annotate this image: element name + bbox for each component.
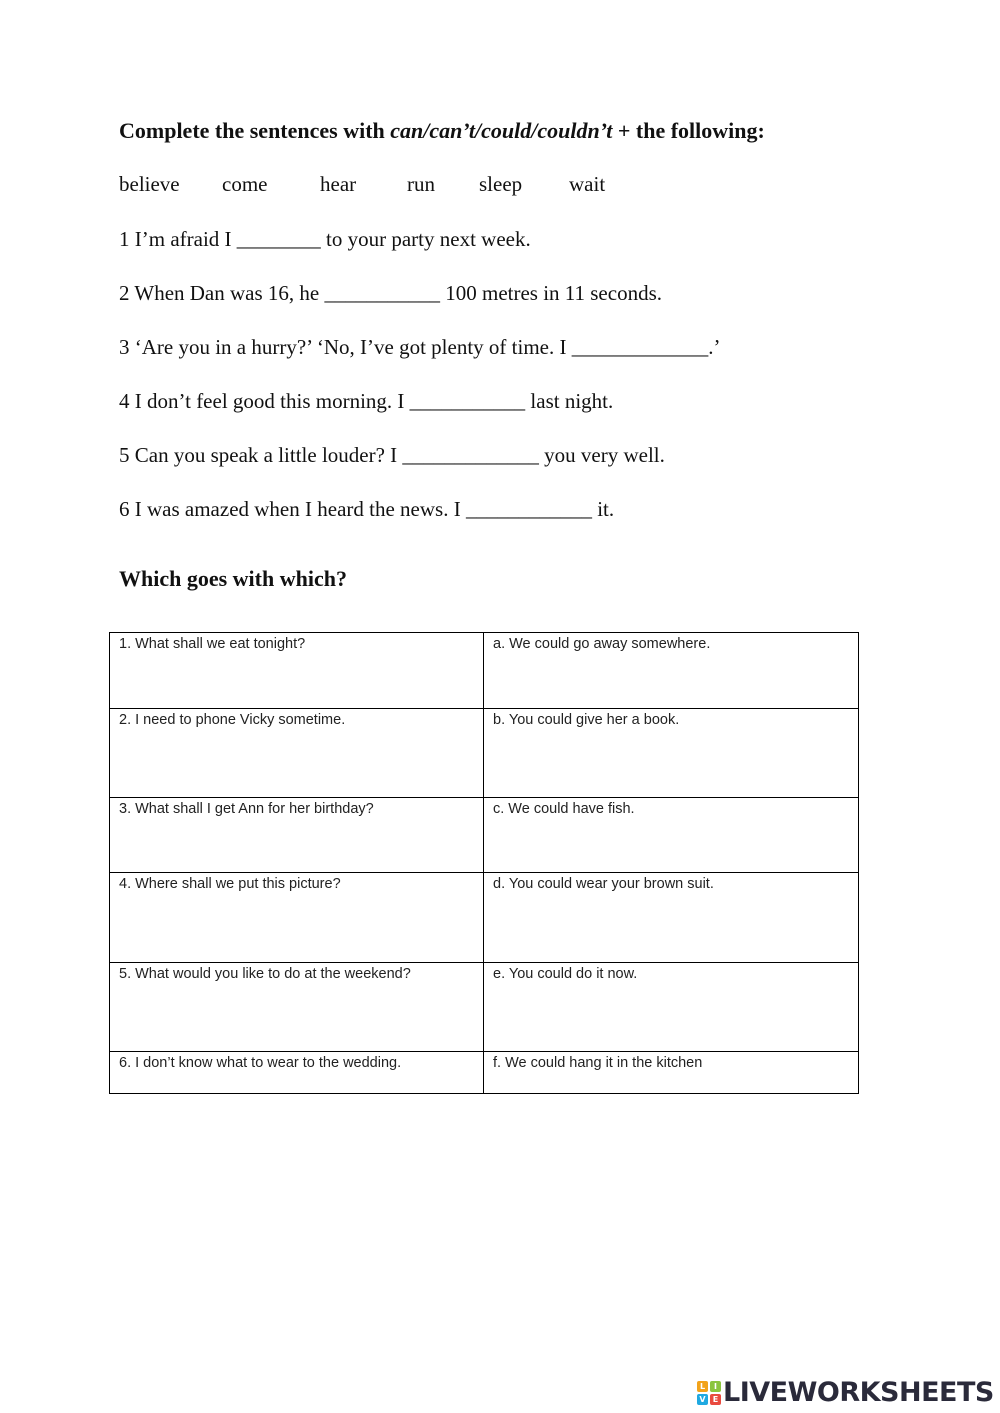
question-cell: 3. What shall I get Ann for her birthday?: [110, 798, 484, 873]
table-row: [110, 873, 859, 963]
table-row: [110, 798, 859, 873]
question-cell: 5. What would you like to do at the weekend?: [110, 963, 484, 1052]
question-cell: 1. What shall we eat tonight?: [110, 633, 484, 709]
exercise1-title-suffix: + the following:: [612, 118, 765, 143]
answer-cell: e. You could do it now.: [484, 963, 859, 1052]
table-row: [110, 709, 859, 798]
word-bank-item: believe: [119, 172, 180, 196]
answer-cell: a. We could go away somewhere.: [484, 633, 859, 709]
sentence-3: 3 ‘Are you in a hurry?’ ‘No, I’ve got plenty of time. I _____________.’: [119, 335, 721, 359]
liveworksheets-logo: [697, 1378, 997, 1408]
exercise1-title-modal-verbs: can/can’t/could/couldn’t: [390, 118, 613, 143]
word-bank-item: wait: [569, 172, 606, 196]
sentence-5: 5 Can you speak a little louder? I _____________ you very well.: [119, 443, 665, 467]
sentence-1: 1 I’m afraid I ________ to your party next week.: [119, 227, 531, 251]
word-bank-item: run: [407, 172, 435, 196]
sentence-2: 2 When Dan was 16, he ___________ 100 metres in 11 seconds.: [119, 281, 662, 305]
question-cell: 6. I don’t know what to wear to the wedding.: [110, 1052, 484, 1094]
question-cell: 2. I need to phone Vicky sometime.: [110, 709, 484, 798]
table-row: [110, 1052, 859, 1094]
badge-tile: E: [710, 1394, 721, 1405]
answer-cell: d. You could wear your brown suit.: [484, 873, 859, 963]
answer-cell: c. We could have fish.: [484, 798, 859, 873]
table-row: [110, 633, 859, 709]
answer-cell: f. We could hang it in the kitchen: [484, 1052, 859, 1094]
answer-cell: b. You could give her a book.: [484, 709, 859, 798]
word-bank-item: sleep: [479, 172, 523, 196]
badge-tile: V: [697, 1394, 708, 1405]
table-row: [110, 963, 859, 1052]
exercise1-title-prefix: Complete the sentences with: [119, 118, 391, 143]
question-cell: 4. Where shall we put this picture?: [110, 873, 484, 963]
badge-tile: I: [710, 1381, 721, 1392]
word-bank-item: come: [222, 172, 268, 196]
word-bank-item: hear: [320, 172, 357, 196]
sentence-6: 6 I was amazed when I heard the news. I ____________ it.: [119, 497, 615, 521]
sentence-4: 4 I don’t feel good this morning. I ___________ last night.: [119, 389, 614, 413]
matching-table: [109, 632, 859, 1094]
exercise2-title: Which goes with which?: [119, 566, 347, 591]
logo-text: LIVEWORKSHEETS: [723, 1377, 994, 1408]
liveworksheets-badge-icon: [697, 1381, 721, 1405]
exercise1-title: [119, 118, 765, 144]
badge-tile: L: [697, 1381, 708, 1392]
